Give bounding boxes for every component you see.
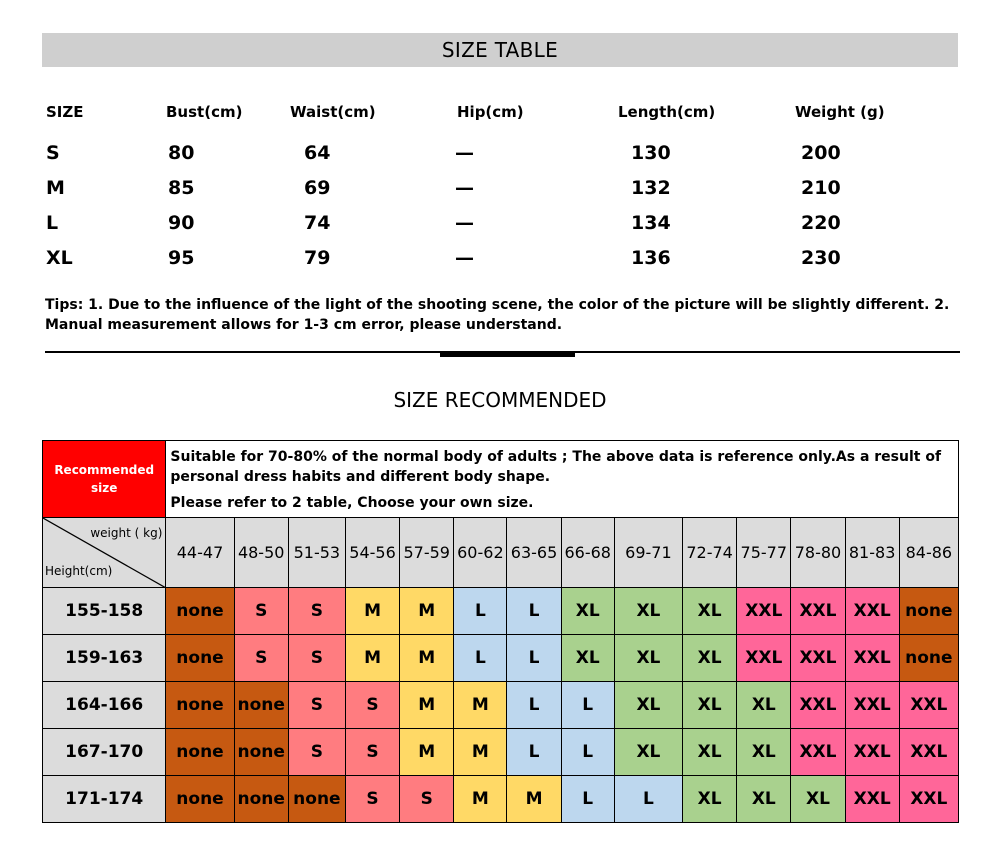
recommended-size-cell: XXL [791,588,845,635]
recommended-size-cell: XXL [845,588,899,635]
recommended-size-cell: M [454,682,507,729]
length-value: 132 [631,177,671,199]
weight-axis-label: weight ( kg) [90,526,163,540]
recommended-size-cell: XXL [737,588,791,635]
recommended-size-cell: L [507,682,561,729]
recommended-size-cell: XL [561,635,614,682]
recommended-size-label [43,441,166,518]
recommended-size-cell: L [561,682,614,729]
recommended-size-cell: S [234,635,288,682]
note-line: Please refer to 2 table, Choose your own size. [170,494,534,511]
recommended-size-cell: XXL [845,682,899,729]
weight-range-header: 60-62 [454,518,507,588]
hip-value: — [455,142,474,164]
recommended-size-cell: S [288,635,345,682]
size-recommended-table [42,440,959,823]
recommended-size-cell: M [400,588,454,635]
recommended-size-cell: XL [561,588,614,635]
weight-header: Weight (g) [795,103,885,121]
weight-range-header: 75-77 [737,518,791,588]
height-row [43,776,959,823]
recommended-size-cell: none [234,729,288,776]
recommended-size-cell: XXL [791,729,845,776]
recommended-size-cell: M [454,729,507,776]
weight-range-header: 81-83 [845,518,899,588]
weight-range-header: 51-53 [288,518,345,588]
recommended-size-cell: none [166,588,234,635]
recommended-size-cell: S [288,729,345,776]
height-row [43,682,959,729]
size-header: SIZE [46,103,84,121]
waist-value: 74 [304,212,331,234]
hip-value: — [455,247,474,269]
recommended-size-cell: M [454,776,507,823]
recommended-size-cell: XL [737,729,791,776]
length-value: 136 [631,247,671,269]
weight-value: 220 [801,212,841,234]
waist-header: Waist(cm) [290,103,376,121]
hip-value: — [455,212,474,234]
weight-header-row [43,518,959,588]
recommended-size-cell: S [234,588,288,635]
recommended-size-cell: XXL [791,682,845,729]
weight-value: 230 [801,247,841,269]
recommended-size-cell: M [400,635,454,682]
waist-value: 79 [304,247,331,269]
axis-corner-cell [43,518,166,588]
recommended-size-cell: S [400,776,454,823]
recommended-size-cell: none [166,729,234,776]
tips-text: Tips: 1. Due to the influence of the light of the shooting scene, the color of the picture will be slightly different. 2. Manual measurement allows for 1-3 cm error, please understand. [45,297,950,333]
size-table-title: SIZE TABLE [42,33,958,67]
recommended-size-cell: M [345,588,399,635]
weight-range-header: 54-56 [345,518,399,588]
waist-value: 69 [304,177,331,199]
recommended-size-cell: XL [614,682,682,729]
recommended-size-cell: XL [683,729,737,776]
size-value: L [46,212,59,234]
recommendation-note [166,441,959,518]
weight-range-header: 44-47 [166,518,234,588]
recommended-size-cell: none [899,588,958,635]
recommended-size-cell: M [507,776,561,823]
recommended-label-line: size [91,481,118,495]
height-row [43,729,959,776]
recommended-size-cell: M [400,682,454,729]
recommended-size-cell: L [454,588,507,635]
recommended-size-cell: XL [683,682,737,729]
recommended-size-cell: L [507,635,561,682]
recommended-size-cell: none [166,635,234,682]
height-row [43,588,959,635]
recommended-size-cell: XXL [845,635,899,682]
recommended-size-cell: S [345,682,399,729]
recommended-size-cell: M [400,729,454,776]
recommended-size-cell: XL [614,635,682,682]
weight-range-header: 63-65 [507,518,561,588]
recommended-size-cell: XXL [899,776,958,823]
recommended-size-cell: none [166,776,234,823]
recommended-size-cell: M [345,635,399,682]
recommended-size-cell: XXL [791,635,845,682]
weight-range-header: 57-59 [400,518,454,588]
recommended-size-cell: L [454,635,507,682]
recommended-size-cell: none [234,682,288,729]
weight-value: 210 [801,177,841,199]
recommended-size-cell: L [561,729,614,776]
recommended-size-cell: S [288,682,345,729]
length-header: Length(cm) [618,103,716,121]
recommended-size-cell: XXL [899,729,958,776]
length-value: 130 [631,142,671,164]
recommended-size-cell: XL [614,729,682,776]
recommended-size-cell: XXL [845,776,899,823]
bust-value: 85 [168,177,195,199]
size-value: M [46,177,65,199]
height-row [43,635,959,682]
weight-range-header: 66-68 [561,518,614,588]
height-range-cell: 159-163 [43,635,166,682]
recommended-size-cell: L [507,588,561,635]
weight-value: 200 [801,142,841,164]
recommended-size-cell: none [899,635,958,682]
recommended-size-cell: L [614,776,682,823]
recommended-label-line: Recommended [54,463,155,477]
height-axis-label: Height(cm) [45,564,113,578]
size-value: XL [46,247,73,269]
recommended-size-cell: L [507,729,561,776]
size-value: S [46,142,60,164]
recommended-size-cell: S [345,729,399,776]
size-recommended-title: SIZE RECOMMENDED [393,388,607,412]
bust-value: 80 [168,142,195,164]
bust-header: Bust(cm) [166,103,243,121]
recommended-size-cell: XL [791,776,845,823]
recommended-size-cell: XL [737,682,791,729]
height-range-cell: 164-166 [43,682,166,729]
weight-range-header: 48-50 [234,518,288,588]
recommended-size-cell: XL [683,776,737,823]
bust-value: 90 [168,212,195,234]
recommended-size-cell: none [166,682,234,729]
weight-range-header: 78-80 [791,518,845,588]
height-range-cell: 155-158 [43,588,166,635]
hip-header: Hip(cm) [457,103,524,121]
weight-range-header: 72-74 [683,518,737,588]
recommended-size-cell: L [561,776,614,823]
recommended-size-cell: XXL [899,682,958,729]
recommended-size-cell: XL [614,588,682,635]
hip-value: — [455,177,474,199]
weight-range-header: 84-86 [899,518,958,588]
recommended-size-cell: XL [683,635,737,682]
recommended-size-cell: XXL [845,729,899,776]
recommended-size-cell: XL [683,588,737,635]
height-range-cell: 167-170 [43,729,166,776]
recommended-size-cell: S [345,776,399,823]
recommended-size-cell: none [234,776,288,823]
length-value: 134 [631,212,671,234]
recommended-size-cell: XXL [737,635,791,682]
waist-value: 64 [304,142,331,164]
recommended-size-cell: S [288,588,345,635]
weight-range-header: 69-71 [614,518,682,588]
recommended-size-cell: none [288,776,345,823]
note-line: Suitable for 70-80% of the normal body of adults ; The above data is reference only.As a result of personal dress habits and different body shape. [170,448,942,485]
recommended-size-cell: XL [737,776,791,823]
bust-value: 95 [168,247,195,269]
height-range-cell: 171-174 [43,776,166,823]
section-divider-accent [440,351,575,357]
